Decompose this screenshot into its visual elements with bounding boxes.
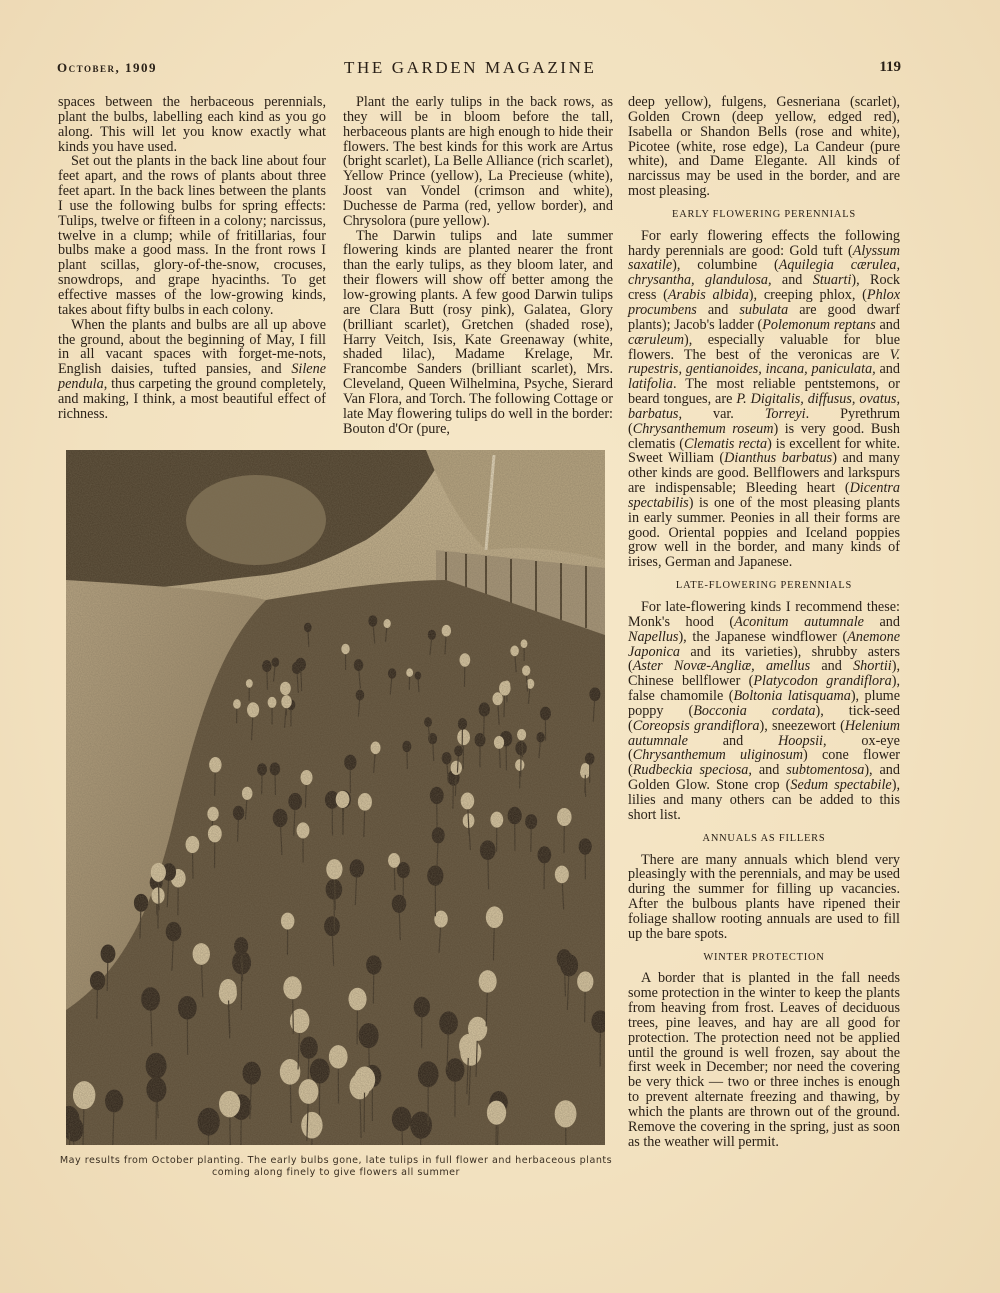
- italic-species: Boltonia latisquama: [733, 688, 851, 705]
- paragraph: [628, 853, 900, 942]
- paragraph: [628, 229, 900, 570]
- italic-species: Platycodon grandiflora: [753, 673, 892, 690]
- photo-illustration: [66, 450, 605, 1145]
- text-run: For early flowering effects the following hardy perennials are good: Gold tuft (: [628, 227, 900, 259]
- italic-species: Clematis recta: [684, 435, 768, 452]
- italic-species: Dianthus barbatus: [724, 450, 833, 467]
- text-run: ), sneezewort (: [759, 717, 845, 734]
- text-run: . The most reliable pentstemons, or beard tongues, are: [628, 376, 900, 408]
- text-run: When the plants and bulbs are all up above the ground, about the beginning of May, I fill in all vacant spaces with forget-me-nots, English daisies, tufted pansies, and: [58, 316, 326, 378]
- italic-species: Dicentra spectabilis: [628, 480, 900, 511]
- text-run: , ox-eye (: [628, 732, 900, 764]
- italic-species: Aster Novæ-Angliæ, amellus: [632, 658, 811, 675]
- text-run: ) and many other kinds are good. Bellflowers and larkspurs are indispensable; Bleeding heart (: [628, 450, 901, 497]
- photo-grain: [66, 450, 605, 1145]
- text-run: var.: [682, 405, 765, 422]
- text-run: , thus carpeting the ground completely, and making, I think, a most beautiful effect of richness.: [58, 376, 326, 422]
- italic-species: Helenium autumnale: [628, 717, 900, 749]
- text-run: ) cone flower (: [628, 747, 900, 779]
- paragraph: deep yellow), fulgens, Gesneriana (scarlet), Golden Crown (deep yellow, edged red), Isabella or Shandon Bells (rose and white), Picotee (white, rose edge), La Candeur (pure white), and Dame Elegante. All kinds of narcissus may be used in the border, and are most pleasing.: [628, 94, 900, 200]
- section-heading: ANNUALS AS FILLERS: [702, 832, 826, 844]
- page-number: 119: [879, 59, 901, 75]
- italic-species: Coreopsis grandiflora: [632, 717, 760, 734]
- figure-caption: May results from October planting. The early bulbs gone, late tulips in full flower and herbaceous plants coming along finely to give flowers all summer: [59, 1155, 613, 1178]
- text-run: ), the Japanese windflower (: [678, 628, 848, 645]
- italic-species: V. rupestris, gentianoides, incana, paniculata,: [628, 346, 900, 378]
- text-run: ), tick-seed (: [628, 702, 901, 734]
- text-run: and: [810, 658, 854, 675]
- italic-species: Shortii: [853, 658, 892, 675]
- italic-species: Anemone Japonica: [628, 628, 900, 660]
- italic-species: Alyssum saxatile: [628, 242, 900, 274]
- text-run: and: [751, 762, 787, 779]
- section-heading: EARLY FLOWERING PERENNIALS: [672, 208, 856, 220]
- text-run: and: [875, 361, 900, 378]
- italic-species: Sedum spectabile: [790, 777, 892, 794]
- italic-species: latifolia: [628, 376, 673, 393]
- italic-species: Rudbeckia speciosa,: [632, 762, 752, 779]
- text-run: ), and Golden Glow. Stone crop (: [628, 762, 900, 794]
- italic-species: Torreyi: [764, 405, 806, 422]
- garden-photograph: [66, 450, 605, 1145]
- text-run: . Pyrethrum (: [628, 405, 900, 437]
- column-1: [58, 95, 326, 422]
- text-run: A border that is planted in the fall needs some protection in the winter to keep the plants from heaving from frost. Leaves of deciduous trees, pine leaves, and hay are all good for protection. The protection need not be applied until the ground is well frozen, say about the first week in December; nor need the covering be very thick — two or three inches is enough to prevent alternate freezing and thawing, by which the plants are thrown out of the ground. Remove the covering in the spring, just as soon as the weather will permit.: [628, 970, 900, 1150]
- paragraph: [58, 318, 326, 422]
- italic-species: Aconitum autumnale: [734, 613, 864, 630]
- italic-species: Silene pendula: [58, 361, 326, 393]
- paragraph: [628, 971, 900, 1149]
- text-run: ), especially valuable for blue flowers. The best of the veronicas are: [628, 331, 900, 363]
- issue-date: October, 1909: [57, 60, 157, 75]
- running-head: [57, 58, 901, 80]
- italic-species: Arabis albida: [667, 287, 749, 304]
- text-run: and its varieties), shrubby asters (: [628, 643, 900, 675]
- italic-species: Polemonum reptans: [762, 316, 876, 333]
- italic-species: P. Digitalis, diffusus, ovatus, barbatus,: [628, 391, 900, 422]
- text-run: and: [687, 732, 779, 749]
- section-heading: WINTER PROTECTION: [703, 951, 825, 963]
- italic-species: Bocconia cordata: [693, 702, 816, 719]
- text-run: ) is one of the most pleasing plants in early summer. Peonies in all their forms are good. Oriental poppies and Iceland poppies grow well in the border, and many kinds of irises, German and Japanese.: [628, 494, 900, 571]
- italic-species: Napellus: [628, 628, 679, 645]
- italic-species: Stuarti: [812, 272, 852, 289]
- italic-species: cæruleum: [628, 331, 684, 348]
- text-run: ) is very good. Bush clematis (: [628, 420, 901, 452]
- paragraph: [628, 600, 900, 823]
- text-run: and: [863, 613, 900, 630]
- column-3: [628, 95, 900, 1150]
- text-run: ), lilies and many others can be added to this short list.: [628, 777, 901, 823]
- text-run: ), plume poppy (: [628, 688, 900, 719]
- text-run: ), Chinese bellflower (: [628, 658, 900, 690]
- text-run: ), creeping phlox, (: [748, 287, 867, 304]
- publication-title: THE GARDEN MAGAZINE: [344, 58, 597, 77]
- text-run: ) is excellent for white. Sweet William (: [628, 435, 901, 467]
- text-run: and: [875, 316, 900, 333]
- text-run: ), columbine (: [672, 257, 779, 274]
- italic-species: Chrysanthemum roseum: [632, 420, 774, 437]
- italic-species: Hoopsii: [778, 732, 823, 749]
- paragraph: The Darwin tulips and late summer flowering kinds are planted nearer the front than the early tulips, as they bloom later, and their flowers will show off better among the low-growing plants. A few good Darwin tulips are Clara Butt (rosy pink), Galatea, Glory (brilliant scarlet), Gretchen (shaded rose), Harry Veitch, Isis, Kate Greenaway (white, shaded lilac), Madame Krelage, Mr. Francombe Sanders (brilliant scarlet), Mrs. Cleveland, Queen Wilhelmina, Psyche, Sierard Van Flora, and Torch. The following Cottage or late May flowering tulips do well in the border: Bouton d'Or (pure,: [343, 227, 613, 437]
- paragraph: Set out the plants in the back line about four feet apart, and the rows of plants about three feet apart. In the back lines between the plants I use the following bulbs for spring effects: Tulips, twelve or fifteen in a colony; narcissus, twelve in a clump; while of fritillarias, four bulbs make a good mass. In the front rows I plant scillas, glory-of-the-snow, crocuses, snowdrops, and grape hyacinths. To get effective masses of the low-growing kinds, takes about fifty bulbs in each colony.: [58, 153, 326, 318]
- text-run: and: [771, 272, 813, 289]
- italic-species: Aquilegia cærulea, chrysantha, glandulosa,: [628, 257, 901, 289]
- italic-species: subtomentosa: [786, 762, 865, 779]
- section-heading: LATE-FLOWERING PERENNIALS: [675, 580, 853, 592]
- italic-species: Phlox procumbens: [628, 287, 900, 318]
- text-run: For late-flowering kinds I recommend these: Monk's hood (: [628, 599, 900, 630]
- text-run: ), false chamomile (: [628, 673, 900, 705]
- italic-species: subulata: [739, 301, 789, 318]
- column-2: [343, 95, 613, 436]
- paragraph: Plant the early tulips in the back rows, as they will be in bloom before the tall, herbaceous plants are high enough to hide their flowers. The best kinds for this work are Artus (bright scarlet), La Belle Alliance (rich scarlet), Yellow Prince (yellow), La Precieuse (white), Joost van Vondel (crimson and white), Duchesse de Parma (red, yellow border), and Chrysolora (pure yellow).: [343, 94, 613, 229]
- text-run: ), Rock cress (: [628, 272, 900, 304]
- italic-species: Chrysanthemum uliginosum: [632, 747, 804, 764]
- text-run: There are many annuals which blend very pleasingly with the perennials, and may be used during the summer for filling up vacancies. After the bulbous plants have ripened their foliage shallow rooting annuals are used to fill up the bare spots.: [628, 851, 900, 942]
- text-run: are good dwarf plants); Jacob's ladder (: [628, 301, 900, 333]
- paragraph: spaces between the herbaceous perennials, plant the bulbs, labelling each kind as you go along. This will let you know exactly what kinds you have used.: [58, 94, 326, 155]
- text-run: and: [696, 301, 740, 318]
- sections: [628, 208, 900, 1150]
